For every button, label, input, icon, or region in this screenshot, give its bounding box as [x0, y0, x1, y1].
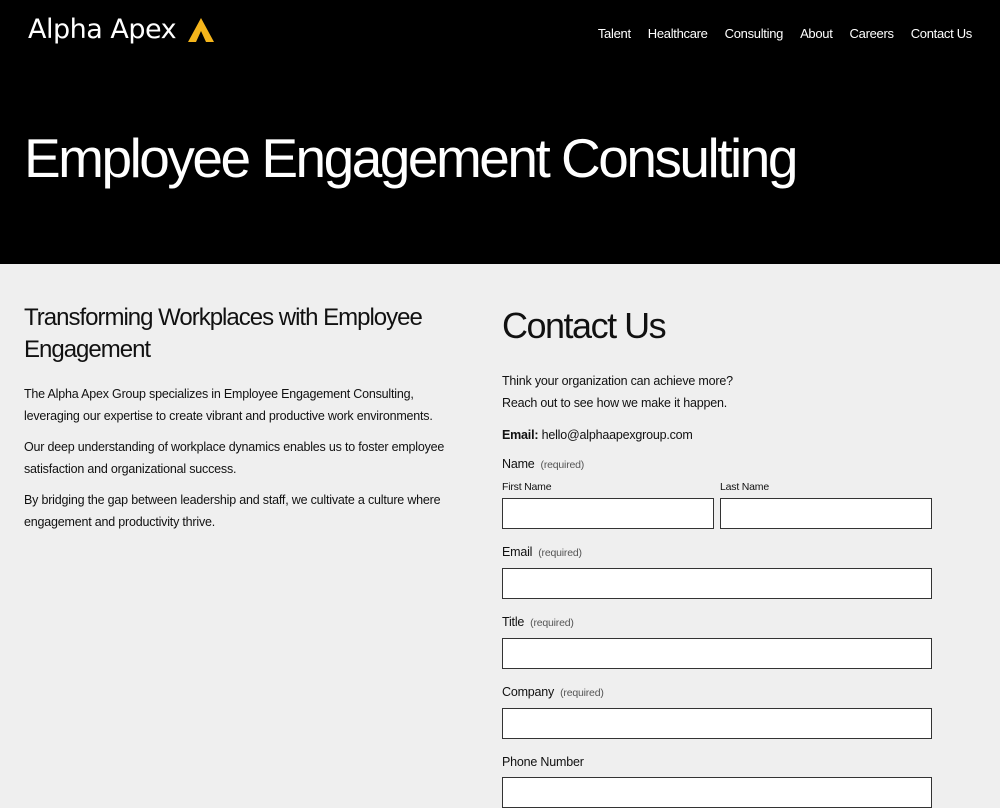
page-title: Employee Engagement Consulting [24, 127, 796, 189]
contact-heading: Contact Us [502, 305, 666, 346]
required-note: (required) [540, 459, 585, 471]
contact-email [502, 424, 932, 446]
required-note: (required) [530, 617, 574, 629]
nav-talent[interactable]: Talent [597, 26, 631, 41]
title-field-label [502, 613, 932, 632]
contact-tagline [502, 370, 932, 414]
email-address[interactable]: hello@alphaapexgroup.com [541, 428, 693, 442]
phone-input[interactable] [502, 777, 932, 808]
nav-about[interactable]: About [800, 26, 833, 41]
intro-paragraph: The Alpha Apex Group specializes in Employee Engagement Consulting, leveraging our expertise to create vibrant and productive work environments. [24, 387, 433, 423]
main-nav [598, 26, 972, 41]
email-input[interactable] [502, 568, 932, 599]
company-group [502, 683, 932, 739]
contact-form [502, 455, 932, 808]
first-name-label: First Name [502, 481, 552, 493]
first-name-cell [502, 479, 714, 529]
site-header [0, 0, 1000, 264]
email-field-label [502, 543, 932, 562]
intro-paragraph: By bridging the gap between leadership and staff, we cultivate a culture where engagement and productivity thrive. [24, 493, 441, 529]
intro-paragraph: Our deep understanding of workplace dynamics enables us to foster employee satisfaction and organizational success. [24, 440, 445, 476]
contact-section [502, 304, 932, 808]
company-field-label [502, 683, 932, 702]
email-label-text: Email [502, 545, 533, 559]
phone-field-label: Phone Number [502, 755, 584, 769]
nav-consulting[interactable]: Consulting [724, 26, 784, 41]
intro-section [24, 302, 454, 543]
name-label [502, 455, 932, 474]
company-label-text: Company [502, 685, 555, 699]
email-group [502, 543, 932, 599]
name-row [502, 479, 932, 529]
title-label-text: Title [502, 615, 525, 629]
title-input[interactable] [502, 638, 932, 669]
required-note: (required) [538, 547, 582, 559]
last-name-cell [720, 479, 932, 529]
name-label-text: Name [502, 457, 535, 471]
tagline-line: Reach out to see how we make it happen. [502, 396, 727, 410]
triangle-a-icon [186, 16, 216, 44]
brand-name: Alpha Apex [28, 14, 177, 45]
company-input[interactable] [502, 708, 932, 739]
brand-logo[interactable] [28, 14, 216, 45]
title-group [502, 613, 932, 669]
email-label: Email: [502, 428, 539, 442]
tagline-line: Think your organization can achieve more? [502, 374, 733, 388]
nav-careers[interactable]: Careers [849, 26, 894, 41]
first-name-input[interactable] [502, 498, 714, 529]
last-name-label: Last Name [720, 481, 769, 493]
required-note: (required) [560, 687, 604, 699]
name-group [502, 455, 932, 529]
last-name-input[interactable] [720, 498, 932, 529]
phone-group [502, 753, 932, 808]
intro-heading: Transforming Workplaces with Employee Engagement [24, 304, 422, 363]
nav-contact-us[interactable]: Contact Us [910, 26, 972, 41]
nav-healthcare[interactable]: Healthcare [647, 26, 708, 41]
